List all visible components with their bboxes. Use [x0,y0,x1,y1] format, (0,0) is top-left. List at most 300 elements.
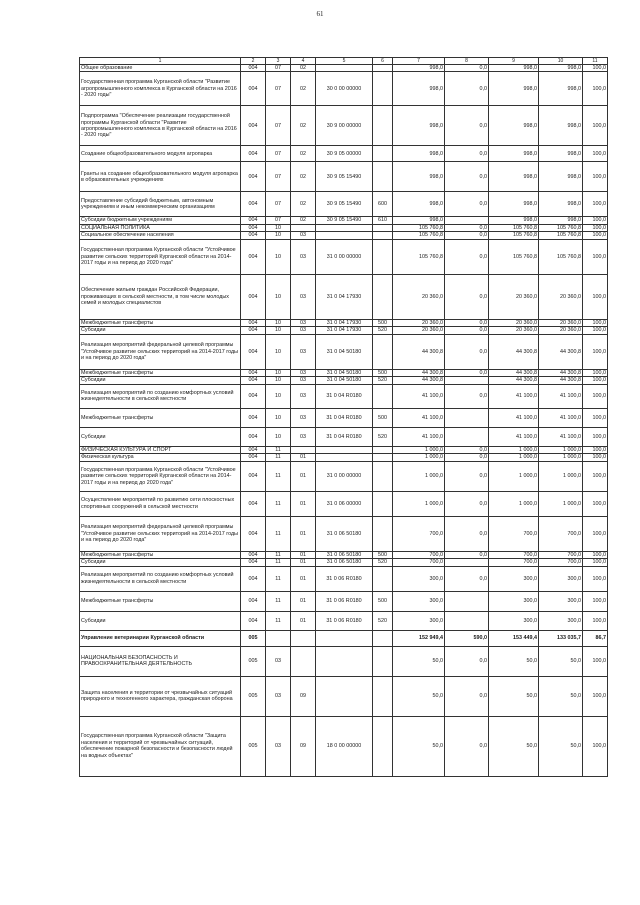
cell-ministry-code: 004 [241,106,266,146]
cell-name: Реализация мероприятий федеральной целевой программы "Устойчивое развитие сельских территорий на 2014-2017 годы и на период до 2020 года" [80,516,241,551]
cell-section-code: 03 [266,716,291,776]
table-row [80,162,608,192]
cell-subsection-code: 01 [291,516,316,551]
cell-refined: 998,0 [489,146,539,162]
cell-subsection-code: 03 [291,377,316,384]
cell-subsection-code: 01 [291,454,316,461]
cell-expense-type [373,146,393,162]
table-row [80,369,608,376]
cell-name: Межбюджетные трансферты [80,369,241,376]
cell-change: 0,0 [445,516,489,551]
cell-section-code: 10 [266,239,291,274]
cell-approved: 300,0 [393,611,445,630]
column-header: 9 [489,58,539,65]
cell-refined: 41 100,0 [489,384,539,408]
cell-executed: 998,0 [539,72,583,106]
cell-change: 0,0 [445,551,489,558]
cell-executed: 1 000,0 [539,454,583,461]
cell-name: Защита населения и территории от чрезвычайных ситуаций природного и техногенного характера, гражданская оборона [80,676,241,716]
cell-subsection-code [291,446,316,453]
cell-expense-type [373,716,393,776]
cell-executed: 1 000,0 [539,491,583,516]
cell-target-code: 31 0 06 00000 [316,491,373,516]
table-row [80,192,608,217]
cell-percent: 100,0 [583,327,608,334]
table-row [80,646,608,676]
cell-section-code: 10 [266,327,291,334]
cell-ministry-code: 004 [241,551,266,558]
cell-executed: 50,0 [539,646,583,676]
cell-executed: 300,0 [539,591,583,611]
cell-name: ФИЗИЧЕСКАЯ КУЛЬТУРА И СПОРТ [80,446,241,453]
cell-approved: 998,0 [393,106,445,146]
cell-approved: 50,0 [393,646,445,676]
cell-ministry-code: 004 [241,491,266,516]
cell-change [445,377,489,384]
column-header: 10 [539,58,583,65]
table-row [80,334,608,369]
cell-expense-type [373,446,393,453]
cell-name: Создание общеобразовательного модуля агропарка [80,146,241,162]
cell-executed: 41 100,0 [539,384,583,408]
cell-refined: 998,0 [489,72,539,106]
cell-percent: 100,0 [583,232,608,239]
cell-percent: 100,0 [583,461,608,491]
cell-target-code: 31 0 00 00000 [316,461,373,491]
cell-change: 0,0 [445,384,489,408]
table-row [80,454,608,461]
cell-target-code: 31 0 06 R0180 [316,591,373,611]
cell-name: НАЦИОНАЛЬНАЯ БЕЗОПАСНОСТЬ И ПРАВООХРАНИТЕЛЬНАЯ ДЕЯТЕЛЬНОСТЬ [80,646,241,676]
cell-percent: 100,0 [583,408,608,427]
cell-refined: 105 760,8 [489,239,539,274]
cell-percent: 100,0 [583,274,608,319]
cell-expense-type [373,162,393,192]
cell-section-code: 10 [266,224,291,231]
table-row [80,559,608,566]
cell-section-code: 11 [266,461,291,491]
cell-refined: 300,0 [489,591,539,611]
cell-executed: 50,0 [539,676,583,716]
table-row [80,461,608,491]
cell-executed: 44 300,8 [539,369,583,376]
cell-target-code: 31 0 04 R0180 [316,408,373,427]
cell-percent: 100,0 [583,334,608,369]
table-row [80,551,608,558]
cell-expense-type: 610 [373,217,393,224]
cell-percent: 100,0 [583,516,608,551]
cell-target-code: 31 0 06 50180 [316,551,373,558]
cell-section-code: 10 [266,232,291,239]
cell-refined: 50,0 [489,646,539,676]
cell-change [445,408,489,427]
cell-change: 0,0 [445,239,489,274]
cell-expense-type: 500 [373,591,393,611]
cell-approved: 998,0 [393,65,445,72]
cell-name: Субсидии [80,559,241,566]
table-row [80,106,608,146]
cell-approved: 41 100,0 [393,408,445,427]
cell-target-code: 31 0 06 50180 [316,559,373,566]
cell-name: Государственная программа Курганской области "Защита населения и территорий от чрезвычайных ситуаций, обеспечение пожарной безопасности и безопасности людей на водных объектах" [80,716,241,776]
cell-percent: 100,0 [583,454,608,461]
cell-target-code [316,676,373,716]
cell-section-code: 11 [266,591,291,611]
cell-executed: 20 360,0 [539,327,583,334]
cell-percent: 100,0 [583,646,608,676]
cell-ministry-code: 004 [241,319,266,326]
column-header: 6 [373,58,393,65]
cell-ministry-code: 004 [241,384,266,408]
cell-change: 0,0 [445,319,489,326]
cell-name: Межбюджетные трансферты [80,319,241,326]
cell-percent: 100,0 [583,611,608,630]
cell-refined: 41 100,0 [489,427,539,446]
cell-target-code [316,646,373,676]
cell-name: Межбюджетные трансферты [80,591,241,611]
cell-ministry-code: 004 [241,232,266,239]
cell-name: Субсидии [80,327,241,334]
cell-ministry-code: 005 [241,630,266,646]
cell-percent: 100,0 [583,591,608,611]
cell-subsection-code: 03 [291,239,316,274]
cell-percent: 100,0 [583,559,608,566]
cell-subsection-code: 09 [291,716,316,776]
cell-subsection-code: 02 [291,106,316,146]
cell-refined: 998,0 [489,65,539,72]
cell-subsection-code: 02 [291,217,316,224]
cell-approved: 105 760,8 [393,232,445,239]
cell-target-code [316,65,373,72]
cell-target-code: 31 0 06 R0180 [316,566,373,591]
cell-expense-type: 520 [373,327,393,334]
table-row [80,630,608,646]
cell-approved: 44 300,8 [393,369,445,376]
cell-percent: 100,0 [583,146,608,162]
cell-change [445,611,489,630]
cell-section-code: 10 [266,274,291,319]
cell-target-code: 31 0 00 00000 [316,239,373,274]
table-row [80,232,608,239]
cell-target-code [316,224,373,231]
cell-change: 0,0 [445,65,489,72]
cell-section-code: 07 [266,106,291,146]
cell-percent: 100,0 [583,106,608,146]
cell-name: Подпрограмма "Обеспечение реализации государственной программы Курганской области "Развитие агропромышленного комплекса в Курганской области на 2016 - 2020 годы" [80,106,241,146]
cell-section-code: 11 [266,566,291,591]
cell-executed: 1 000,0 [539,446,583,453]
cell-name: Межбюджетные трансферты [80,408,241,427]
cell-expense-type [373,630,393,646]
cell-name: Реализация мероприятий федеральной целевой программы "Устойчивое развитие сельских территорий на 2014-2017 годы и на период до 2020 года" [80,334,241,369]
cell-section-code: 11 [266,551,291,558]
cell-percent: 100,0 [583,72,608,106]
cell-executed: 44 300,8 [539,334,583,369]
cell-name: Общее образование [80,65,241,72]
cell-change: 0,0 [445,327,489,334]
cell-target-code: 30 0 00 00000 [316,72,373,106]
cell-change: 0,0 [445,716,489,776]
cell-percent: 100,0 [583,377,608,384]
cell-approved: 105 760,8 [393,224,445,231]
cell-expense-type [373,224,393,231]
cell-subsection-code: 01 [291,611,316,630]
cell-refined: 50,0 [489,716,539,776]
cell-section-code: 07 [266,192,291,217]
cell-expense-type [373,72,393,106]
cell-ministry-code: 004 [241,408,266,427]
cell-executed: 20 360,0 [539,274,583,319]
column-header: 2 [241,58,266,65]
cell-executed: 998,0 [539,65,583,72]
cell-percent: 100,0 [583,384,608,408]
cell-refined: 998,0 [489,217,539,224]
cell-section-code: 03 [266,676,291,716]
cell-target-code: 31 0 04 17930 [316,327,373,334]
cell-executed: 41 100,0 [539,427,583,446]
cell-change: 0,0 [445,369,489,376]
cell-approved: 152 949,4 [393,630,445,646]
cell-approved: 1 000,0 [393,446,445,453]
cell-ministry-code: 004 [241,454,266,461]
cell-target-code: 31 0 04 17930 [316,319,373,326]
cell-ministry-code: 004 [241,162,266,192]
cell-subsection-code: 01 [291,491,316,516]
cell-target-code [316,454,373,461]
cell-subsection-code: 01 [291,461,316,491]
cell-approved: 700,0 [393,559,445,566]
cell-target-code: 30 9 05 15490 [316,217,373,224]
cell-approved: 700,0 [393,551,445,558]
cell-subsection-code: 01 [291,559,316,566]
cell-percent: 100,0 [583,566,608,591]
table-body [80,65,608,777]
cell-name: Государственная программа Курганской области "Устойчивое развитие сельских территорий Курганской области на 2014-2017 годы и на период до 2020 года" [80,239,241,274]
cell-change: 0,0 [445,146,489,162]
cell-refined: 1 000,0 [489,461,539,491]
cell-approved: 998,0 [393,146,445,162]
cell-section-code: 11 [266,516,291,551]
cell-refined: 44 300,8 [489,377,539,384]
cell-refined: 105 760,8 [489,232,539,239]
cell-section-code: 10 [266,369,291,376]
cell-expense-type [373,239,393,274]
cell-name: Обеспечение жильем граждан Российской Федерации, проживающих в сельской местности, в том числе молодых семей и молодых специалистов [80,274,241,319]
cell-target-code: 31 0 04 50180 [316,377,373,384]
cell-ministry-code: 004 [241,559,266,566]
cell-ministry-code: 004 [241,591,266,611]
table-row [80,146,608,162]
column-header: 5 [316,58,373,65]
cell-section-code: 07 [266,162,291,192]
cell-subsection-code: 01 [291,566,316,591]
cell-change [445,591,489,611]
cell-refined: 998,0 [489,162,539,192]
cell-name: Государственная программа Курганской области "Развитие агропромышленного комплекса в Курганской области на 2016 - 2020 годы" [80,72,241,106]
cell-ministry-code: 004 [241,377,266,384]
cell-refined: 105 760,8 [489,224,539,231]
cell-section-code: 10 [266,408,291,427]
cell-ministry-code: 005 [241,676,266,716]
cell-target-code: 31 0 04 R0180 [316,384,373,408]
cell-refined: 50,0 [489,676,539,716]
table-row [80,408,608,427]
table-row [80,676,608,716]
cell-expense-type [373,106,393,146]
cell-executed: 998,0 [539,146,583,162]
cell-section-code [266,630,291,646]
cell-change: 0,0 [445,192,489,217]
cell-name: Физическая культура [80,454,241,461]
cell-section-code: 07 [266,72,291,106]
cell-section-code: 03 [266,646,291,676]
cell-executed: 133 035,7 [539,630,583,646]
cell-name: Субсидии [80,611,241,630]
table-row [80,319,608,326]
cell-subsection-code: 03 [291,232,316,239]
cell-subsection-code: 03 [291,369,316,376]
cell-expense-type [373,334,393,369]
cell-percent: 100,0 [583,217,608,224]
cell-subsection-code: 03 [291,319,316,326]
table-row [80,377,608,384]
cell-change: 590,0 [445,630,489,646]
cell-approved: 41 100,0 [393,384,445,408]
cell-ministry-code: 004 [241,192,266,217]
cell-expense-type [373,491,393,516]
cell-refined: 44 300,8 [489,334,539,369]
cell-name: Субсидии [80,377,241,384]
cell-change [445,427,489,446]
cell-percent: 100,0 [583,192,608,217]
table-row [80,327,608,334]
cell-approved: 998,0 [393,72,445,106]
cell-expense-type: 500 [373,319,393,326]
column-header: 4 [291,58,316,65]
cell-executed: 700,0 [539,559,583,566]
cell-section-code: 11 [266,446,291,453]
cell-ministry-code: 004 [241,334,266,369]
table-row [80,217,608,224]
cell-change: 0,0 [445,454,489,461]
cell-approved: 20 360,0 [393,319,445,326]
cell-executed: 1 000,0 [539,461,583,491]
cell-expense-type [373,566,393,591]
cell-section-code: 10 [266,319,291,326]
cell-approved: 998,0 [393,217,445,224]
cell-subsection-code: 09 [291,676,316,716]
cell-approved: 300,0 [393,591,445,611]
cell-target-code: 31 0 06 R0180 [316,611,373,630]
cell-refined: 20 360,0 [489,327,539,334]
cell-percent: 100,0 [583,716,608,776]
cell-approved: 1 000,0 [393,461,445,491]
cell-approved: 44 300,8 [393,377,445,384]
cell-percent: 100,0 [583,224,608,231]
cell-section-code: 11 [266,611,291,630]
cell-name: Государственная программа Курганской области "Устойчивое развитие сельских территорий Курганской области на 2014-2017 годы и на период до 2020 года" [80,461,241,491]
cell-ministry-code: 004 [241,461,266,491]
cell-ministry-code: 004 [241,427,266,446]
cell-percent: 100,0 [583,551,608,558]
cell-subsection-code: 02 [291,162,316,192]
cell-executed: 50,0 [539,716,583,776]
cell-expense-type [373,384,393,408]
cell-subsection-code: 01 [291,591,316,611]
cell-refined: 700,0 [489,516,539,551]
cell-ministry-code: 004 [241,611,266,630]
table-row [80,72,608,106]
cell-subsection-code: 03 [291,384,316,408]
cell-change: 0,0 [445,646,489,676]
cell-section-code: 10 [266,427,291,446]
cell-executed: 44 300,8 [539,377,583,384]
cell-name: Межбюджетные трансферты [80,551,241,558]
cell-target-code [316,232,373,239]
cell-section-code: 11 [266,559,291,566]
cell-expense-type: 500 [373,551,393,558]
table-row [80,239,608,274]
table-row [80,446,608,453]
cell-executed: 300,0 [539,566,583,591]
cell-target-code: 30 9 05 00000 [316,146,373,162]
cell-refined: 1 000,0 [489,491,539,516]
cell-approved: 700,0 [393,516,445,551]
cell-target-code: 31 0 04 50180 [316,369,373,376]
cell-refined: 998,0 [489,106,539,146]
cell-change: 0,0 [445,676,489,716]
cell-percent: 100,0 [583,491,608,516]
column-header: 11 [583,58,608,65]
cell-percent: 100,0 [583,162,608,192]
cell-approved: 1 000,0 [393,454,445,461]
cell-ministry-code: 004 [241,224,266,231]
cell-subsection-code [291,630,316,646]
cell-name: Социальное обеспечение населения [80,232,241,239]
cell-section-code: 07 [266,146,291,162]
cell-change: 0,0 [445,232,489,239]
cell-refined: 153 449,4 [489,630,539,646]
cell-ministry-code: 005 [241,716,266,776]
cell-subsection-code: 02 [291,146,316,162]
cell-target-code: 30 9 05 15490 [316,162,373,192]
cell-refined: 700,0 [489,551,539,558]
cell-percent: 100,0 [583,239,608,274]
cell-change [445,559,489,566]
cell-executed: 998,0 [539,106,583,146]
cell-refined: 300,0 [489,566,539,591]
cell-subsection-code: 03 [291,274,316,319]
cell-target-code [316,446,373,453]
cell-subsection-code: 03 [291,334,316,369]
cell-refined: 41 100,0 [489,408,539,427]
cell-expense-type [373,461,393,491]
cell-expense-type: 520 [373,427,393,446]
budget-table [79,57,608,777]
table-row [80,224,608,231]
cell-approved: 50,0 [393,676,445,716]
cell-target-code [316,630,373,646]
cell-section-code: 10 [266,334,291,369]
cell-executed: 998,0 [539,217,583,224]
cell-refined: 1 000,0 [489,446,539,453]
cell-executed: 998,0 [539,162,583,192]
cell-target-code: 31 0 04 50180 [316,334,373,369]
cell-expense-type: 520 [373,377,393,384]
cell-ministry-code: 005 [241,646,266,676]
cell-subsection-code: 03 [291,408,316,427]
cell-subsection-code: 02 [291,65,316,72]
